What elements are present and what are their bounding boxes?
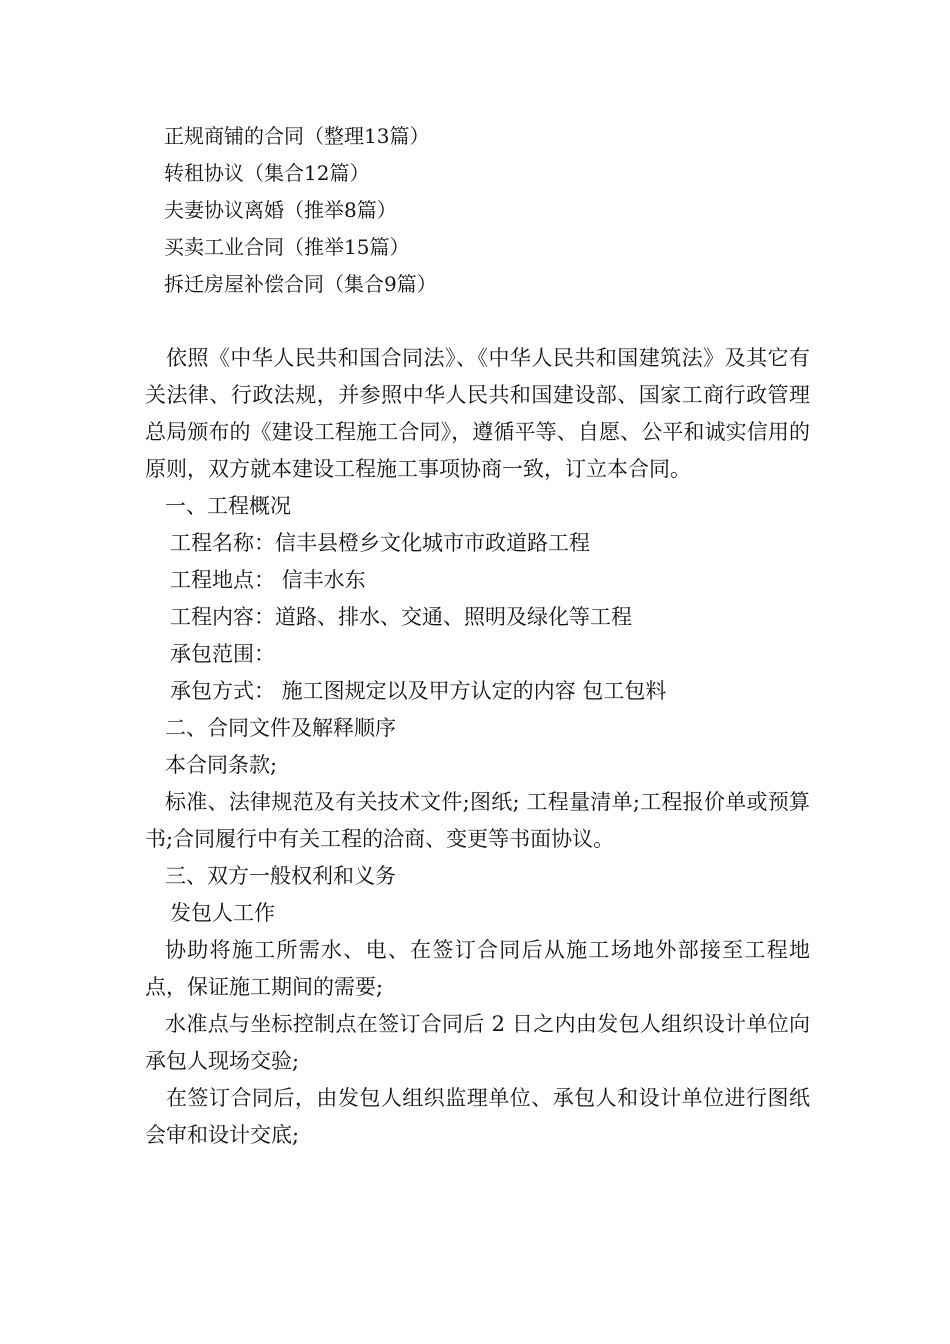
project-name: 工程名称：信丰县橙乡文化城市市政道路工程 bbox=[170, 531, 590, 555]
paragraph: 协助将施工所需水、电、在签订合同后从施工场地外部接至工程地点，保证施工期间的需要; bbox=[145, 938, 810, 999]
list-item[interactable]: 拆迁房屋补偿合同（集合9篇） bbox=[164, 272, 437, 296]
related-documents-list bbox=[164, 118, 764, 303]
list-item[interactable]: 买卖工业合同（推举15篇） bbox=[164, 235, 410, 259]
contract-scope: 承包范围： bbox=[170, 642, 275, 666]
section-heading: 二、合同文件及解释顺序 bbox=[165, 716, 396, 740]
paragraph: 在签订合同后，由发包人组织监理单位、承包人和设计单位进行图纸会审和设计交底; bbox=[145, 1086, 810, 1147]
section-heading: 一、工程概况 bbox=[165, 494, 291, 518]
paragraph: 本合同条款; bbox=[165, 753, 278, 777]
contract-body bbox=[145, 340, 810, 1154]
intro-paragraph: 依照《中华人民共和国合同法》、《中华人民共和国建筑法》及其它有关法律、行政法规，并参照中华人民共和国建设部、国家工商行政管理总局颁布的《建设工程施工合同》，遵循平等、自愿、公平和诚实信用的原则，双方就本建设工程施工事项协商一致，订立本合同。 bbox=[145, 346, 810, 481]
list-item[interactable]: 正规商铺的合同（整理13篇） bbox=[164, 124, 430, 148]
subsection-heading: 发包人工作 bbox=[170, 901, 275, 925]
project-location: 工程地点： 信丰水东 bbox=[170, 568, 366, 592]
list-item[interactable]: 转租协议（集合12篇） bbox=[164, 161, 370, 185]
section-heading: 三、双方一般权利和义务 bbox=[165, 864, 396, 888]
list-item[interactable]: 夫妻协议离婚（推举8篇） bbox=[164, 198, 397, 222]
project-content: 工程内容：道路、排水、交通、照明及绿化等工程 bbox=[170, 605, 632, 629]
paragraph: 标准、法律规范及有关技术文件;图纸; 工程量清单;工程报价单或预算书;合同履行中有关工程的洽商、变更等书面协议。 bbox=[145, 790, 810, 851]
paragraph: 水准点与坐标控制点在签订合同后 2 日之内由发包人组织设计单位向承包人现场交验; bbox=[145, 1012, 810, 1073]
contract-method: 承包方式： 施工图规定以及甲方认定的内容 包工包料 bbox=[170, 679, 667, 703]
